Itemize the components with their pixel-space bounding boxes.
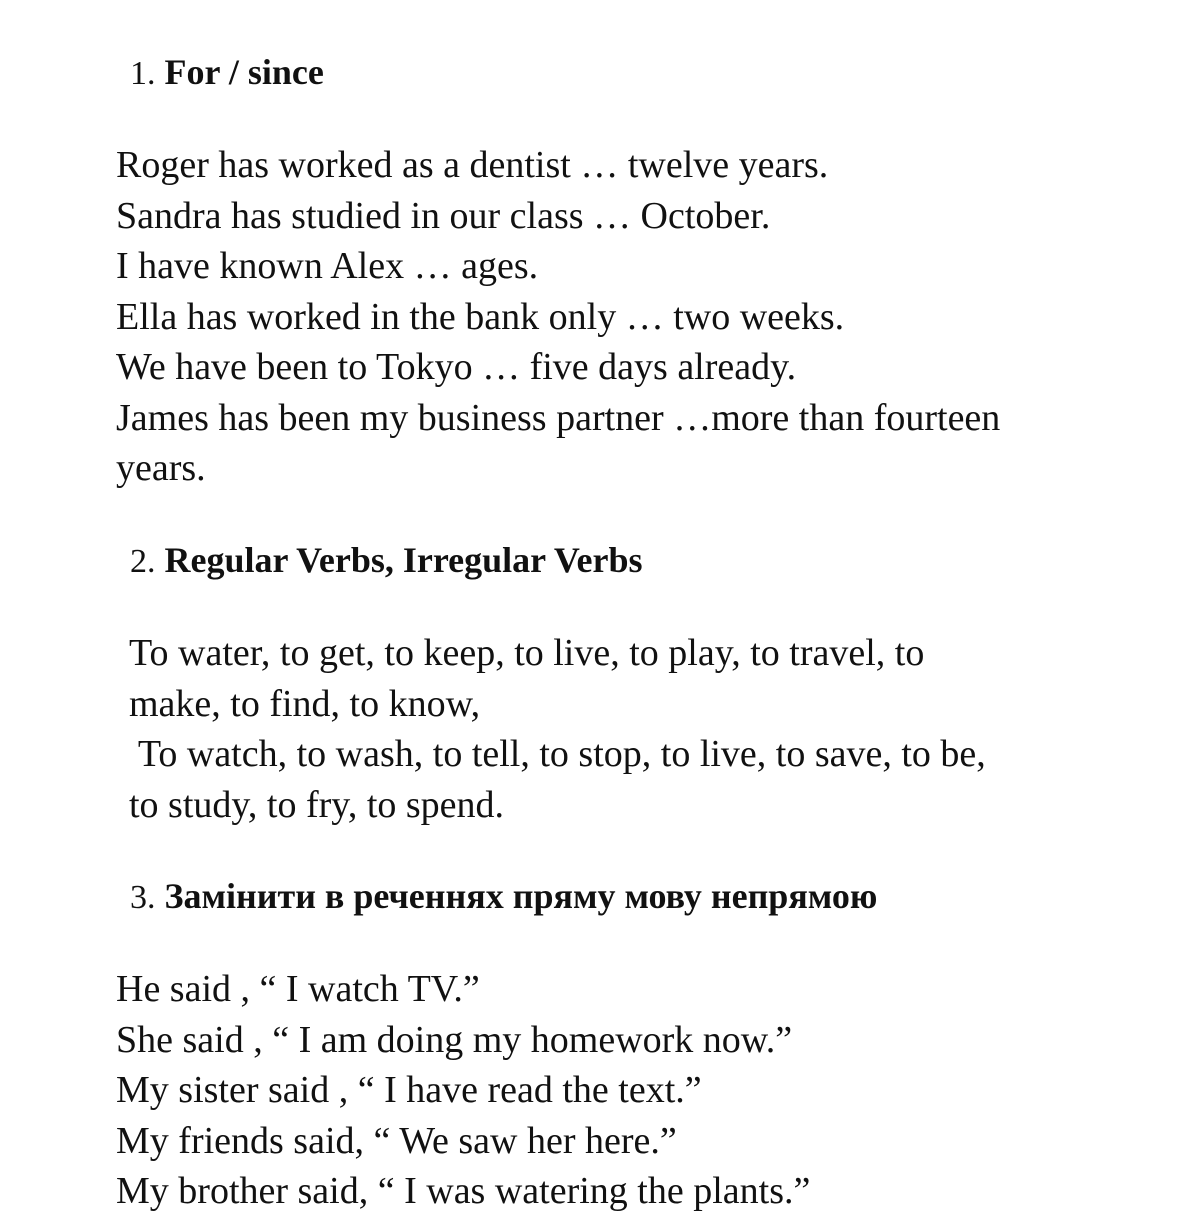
section-1-title: For / since <box>164 52 324 92</box>
exercise-line: years. <box>116 447 206 489</box>
section-1-number: 1. <box>130 55 156 92</box>
sentence-line: My sister said , “ I have read the text.” <box>116 1069 702 1111</box>
section-2-number: 2. <box>130 543 156 580</box>
section-3-title: Замінити в реченнях пряму мову непрямою <box>164 876 878 916</box>
verb-line: to study, to fry, to spend. <box>129 783 505 826</box>
section-1-exercise-lines <box>116 140 1000 494</box>
sentence-line: My brother said, “ I was watering the plants.” <box>116 1170 811 1212</box>
section-2-heading <box>130 540 643 582</box>
verb-line: To watch, to wash, to tell, to stop, to live, to save, to be, <box>129 733 986 775</box>
section-3-sentences <box>116 964 810 1217</box>
exercise-line: I have known Alex … ages. <box>116 245 539 287</box>
exercise-line: Ella has worked in the bank only … two weeks. <box>116 295 845 338</box>
exercise-line: James has been my business partner …more than fourteen <box>116 396 1001 439</box>
verb-line: To water, to get, to keep, to live, to play, to travel, to <box>129 632 925 674</box>
verb-line: make, to find, to know, <box>129 682 481 725</box>
exercise-line: We have been to Tokyo … five days already. <box>116 346 797 388</box>
section-2-title: Regular Verbs, Irregular Verbs <box>164 540 643 580</box>
section-3-number: 3. <box>130 879 156 916</box>
sentence-line: He said , “ I watch TV.” <box>116 968 480 1010</box>
section-2-verb-list <box>129 628 986 830</box>
exercise-line: Roger has worked as a dentist … twelve years. <box>116 144 829 186</box>
exercise-line: Sandra has studied in our class … October. <box>116 194 771 237</box>
section-3-heading <box>130 876 877 918</box>
sentence-line: My friends said, “ We saw her here.” <box>116 1119 677 1162</box>
sentence-line: She said , “ I am doing my homework now.” <box>116 1018 793 1061</box>
section-1-heading <box>130 52 324 94</box>
